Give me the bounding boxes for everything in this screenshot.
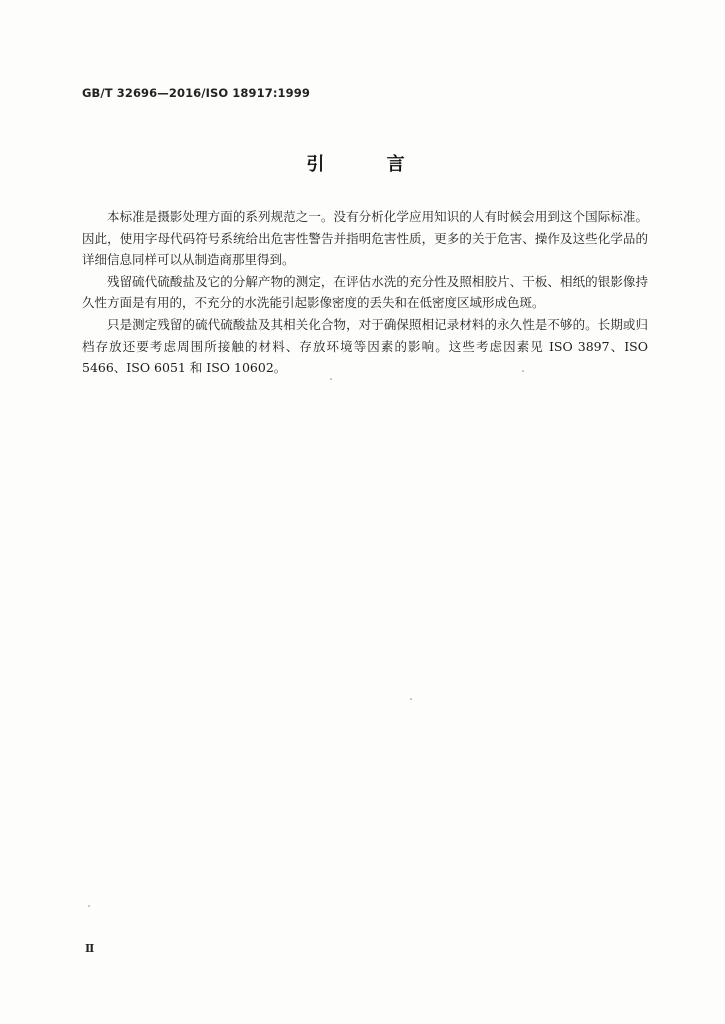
scan-speck xyxy=(522,370,524,372)
section-title: 引 言 xyxy=(306,154,433,175)
paragraph-3: 只是测定残留的硫代硫酸盐及其相关化合物，对于确保照相记录材料的永久性是不够的。长期或归档存放还要考虑周围所接触的材料、存放环境等因素的影响。这些考虑因素见 ISO 3897、ISO 5466、ISO 6051 和 ISO 10602。 xyxy=(82,316,648,376)
introduction-body xyxy=(82,206,648,379)
scan-speck xyxy=(330,378,332,380)
standard-code-header: GB/T 32696—2016/ISO 18917:1999 xyxy=(82,86,310,100)
scan-speck xyxy=(88,905,90,907)
paragraph-2: 残留硫代硫酸盐及它的分解产物的测定，在评估水洗的充分性及照相胶片、干板、相纸的银影像持久性方面是有用的，不充分的水洗能引起影像密度的丢失和在低密度区域形成色斑。 xyxy=(82,273,648,311)
paragraph-1: 本标准是摄影处理方面的系列规范之一。没有分析化学应用知识的人有时候会用到这个国际标准。因此，使用字母代码符号系统给出危害性警告并指明危害性质，更多的关于危害、操作及这些化学品的详细信息同样可以从制造商那里得到。 xyxy=(82,209,648,268)
scan-speck xyxy=(410,698,412,700)
page-number: Ⅱ xyxy=(85,942,95,955)
